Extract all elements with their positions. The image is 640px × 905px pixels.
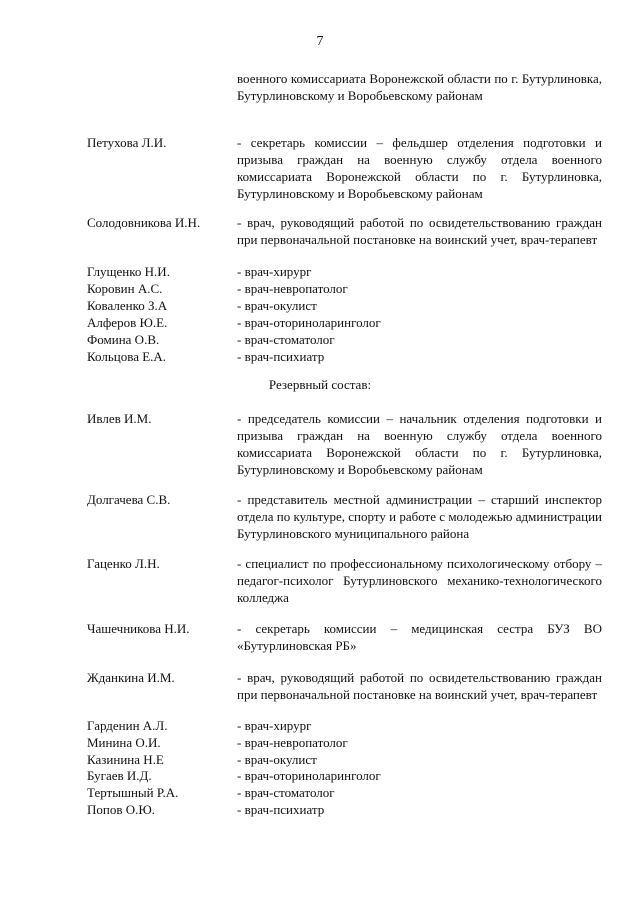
member-name: Алферов Ю.Е. <box>87 315 168 330</box>
member-name: Попов О.Ю. <box>87 802 155 817</box>
member-name: Солодовникова И.Н. <box>87 215 201 230</box>
member-role: - врач-оториноларинголог <box>237 768 381 783</box>
member-name: Долгачева С.В. <box>87 492 171 507</box>
member-role: - врач-окулист <box>237 752 317 767</box>
member-name: Гаценко Л.Н. <box>87 556 160 571</box>
member-role: - врач, руководящий работой по освидетельствованию граждан при первоначальной постановке на воинский учет, врач-терапевт <box>237 215 602 247</box>
member-role: - врач-окулист <box>237 298 317 313</box>
member-name: Коровин А.С. <box>87 281 163 296</box>
member-role: - врач-стоматолог <box>237 785 335 800</box>
member-name: Чашечникова Н.И. <box>87 621 190 636</box>
member-role: - врач-психиатр <box>237 802 325 817</box>
member-name: Минина О.И. <box>87 735 161 750</box>
member-role: - секретарь комиссии – фельдшер отделения подготовки и призыва граждан на военную службу отдела военного комиссариата Воронежской области по г. Бутурлиновка, Бутурлиновскому и Воробьевскому районам <box>237 135 602 201</box>
member-role: - врач-невропатолог <box>237 735 348 750</box>
member-name: Кольцова Е.А. <box>87 349 167 364</box>
member-role: - врач-хирург <box>237 718 312 733</box>
member-role: - врач-психиатр <box>237 349 325 364</box>
member-role: - врач-оториноларинголог <box>237 315 381 330</box>
reserve-heading: Резервный состав: <box>268 377 372 392</box>
page-number: 7 <box>316 34 324 49</box>
member-name: Жданкина И.М. <box>87 670 175 685</box>
member-role: - председатель комиссии – начальник отделения подготовки и призыва граждан на военную службу отдела военного комиссариата Воронежской области по г. Бутурлиновка, Бутурлиновскому и Воробьевскому районам <box>237 411 602 477</box>
member-name: Тертышный Р.А. <box>87 785 179 800</box>
top-continuation-text: военного комиссариата Воронежской области по г. Бутурлиновка, Бутурлиновскому и Воробьевскому районам <box>237 71 602 103</box>
member-role: - врач, руководящий работой по освидетельствованию граждан при первоначальной постановке на воинский учет, врач-терапевт <box>237 670 602 702</box>
member-role: - врач-хирург <box>237 264 312 279</box>
member-role: - специалист по профессиональному психологическому отбору – педагог-психолог Бутурлиновского механико-технологического колледжа <box>237 556 602 605</box>
member-name: Фомина О.В. <box>87 332 160 347</box>
member-name: Ивлев И.М. <box>87 411 152 426</box>
member-name: Петухова Л.И. <box>87 135 167 150</box>
member-role: - врач-стоматолог <box>237 332 335 347</box>
member-name: Гарденин А.Л. <box>87 718 168 733</box>
member-role: - секретарь комиссии – медицинская сестра БУЗ ВО «Бутурлиновская РБ» <box>237 621 602 653</box>
member-name: Глущенко Н.И. <box>87 264 170 279</box>
member-name: Казинина Н.Е <box>87 752 164 767</box>
member-role: - представитель местной администрации – старший инспектор отдела по культуре, спорту и работе с молодежью администрации Бутурлиновского муниципального района <box>237 492 602 541</box>
member-name: Бугаев И.Д. <box>87 768 152 783</box>
member-name: Коваленко З.А <box>87 298 168 313</box>
member-role: - врач-невропатолог <box>237 281 348 296</box>
